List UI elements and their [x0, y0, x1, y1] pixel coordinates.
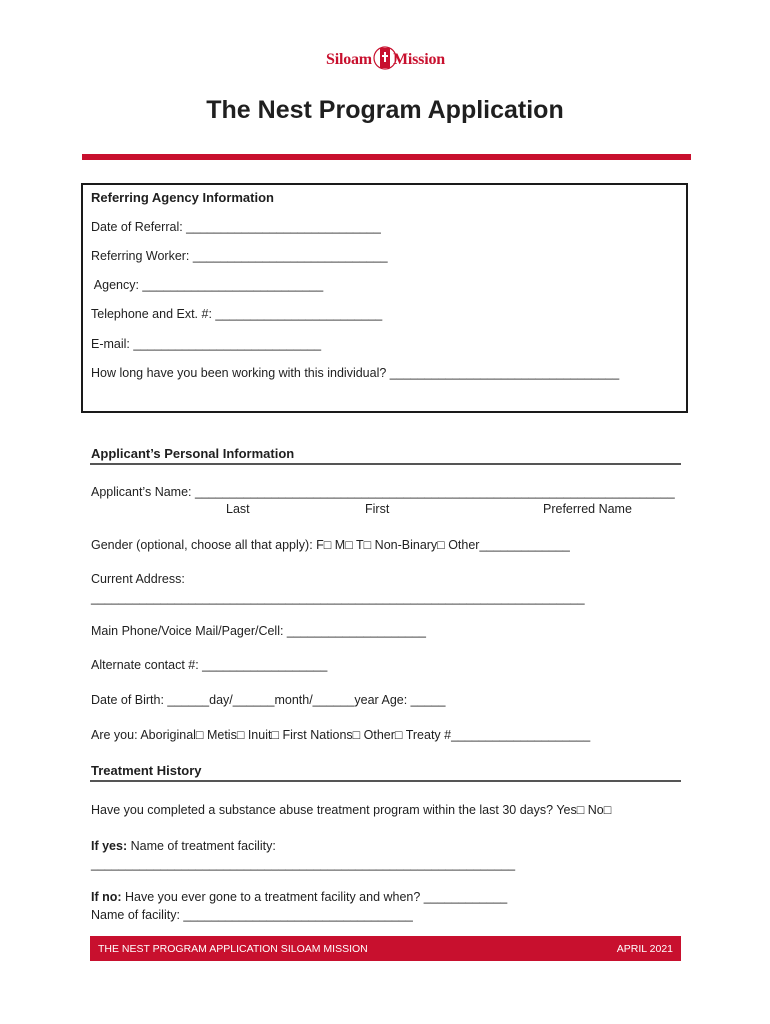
treatment-question[interactable]: Have you completed a substance abuse treatment program within the last 30 days? Yes□ No□	[91, 803, 612, 817]
telephone-field[interactable]: Telephone and Ext. #: ________________________	[91, 307, 383, 321]
referring-worker-field[interactable]: Referring Worker: ____________________________	[91, 249, 388, 263]
current-address-label: Current Address:	[91, 572, 185, 586]
email-field[interactable]: E-mail: ___________________________	[91, 337, 322, 351]
if-yes-label: If yes:	[91, 839, 128, 853]
if-no-line	[91, 890, 507, 904]
main-phone-field[interactable]: Main Phone/Voice Mail/Pager/Cell: ____________________	[91, 624, 426, 638]
logo-word-mission: Mission	[393, 51, 445, 68]
name-label-last: Last	[226, 502, 250, 516]
footer-date: APRIL 2021	[616, 943, 673, 955]
current-address-field[interactable]: _______________________________________________________________________	[91, 591, 585, 605]
title-divider	[82, 154, 691, 160]
name-label-first: First	[365, 502, 390, 516]
page-title: The Nest Program Application	[206, 96, 564, 124]
footer-left-text: THE NEST PROGRAM APPLICATION SILOAM MISSION	[98, 943, 368, 955]
applicant-name-field[interactable]: Applicant’s Name: _____________________________________________________________________	[91, 485, 675, 499]
treatment-heading-rule	[90, 780, 681, 782]
date-of-referral-field[interactable]: Date of Referral: ____________________________	[91, 220, 381, 234]
siloam-mission-logo	[326, 44, 446, 78]
name-label-preferred: Preferred Name	[543, 502, 632, 516]
treatment-history-heading: Treatment History	[91, 763, 202, 778]
agency-field[interactable]: Agency: __________________________	[91, 278, 324, 292]
page-footer	[90, 936, 681, 961]
applicant-info-heading: Applicant’s Personal Information	[91, 446, 295, 461]
alternate-contact-field[interactable]: Alternate contact #: __________________	[91, 658, 328, 672]
facility-name-field[interactable]: Name of facility: _________________________________	[91, 908, 413, 922]
applicant-heading-rule	[90, 463, 681, 465]
referring-agency-heading: Referring Agency Information	[91, 190, 274, 205]
working-duration-field[interactable]: How long have you been working with this individual? _________________________________	[91, 366, 620, 380]
if-no-text[interactable]: Have you ever gone to a treatment facility and when? ____________	[121, 890, 508, 904]
logo-word-siloam: Siloam	[326, 51, 372, 68]
if-yes-line	[91, 839, 276, 853]
if-no-label: If no:	[91, 890, 122, 904]
date-of-birth-field[interactable]: Date of Birth: ______day/______month/______year Age: _____	[91, 693, 446, 707]
treatment-facility-field[interactable]: _____________________________________________________________	[91, 857, 516, 871]
identity-field[interactable]: Are you: Aboriginal□ Metis□ Inuit□ First Nations□ Other□ Treaty #____________________	[91, 728, 591, 742]
gender-field[interactable]: Gender (optional, choose all that apply): F□ M□ T□ Non-Binary□ Other_____________	[91, 538, 570, 552]
if-yes-text: Name of treatment facility:	[127, 839, 276, 853]
